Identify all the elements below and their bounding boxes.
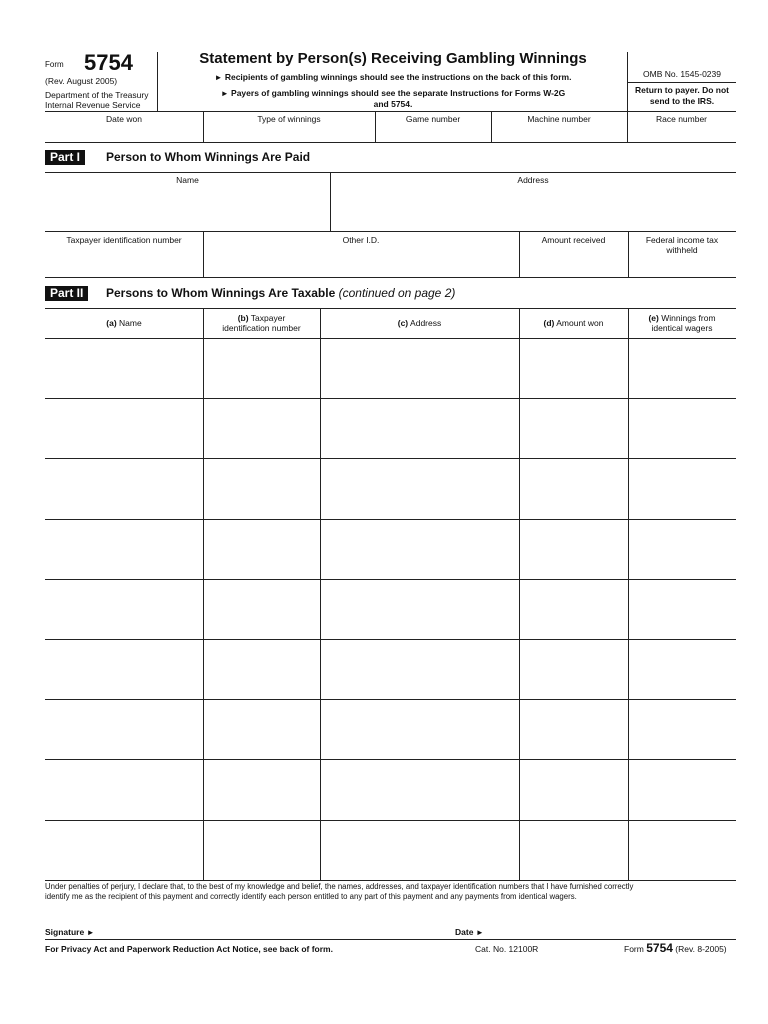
row-6-tin-field[interactable] bbox=[204, 640, 319, 698]
row-6-address-field[interactable] bbox=[321, 640, 518, 698]
row-6-name-field[interactable] bbox=[46, 640, 202, 698]
arrow-icon: ► bbox=[220, 89, 229, 98]
fed-tax-withheld-field[interactable] bbox=[629, 257, 735, 276]
form-revision: (Rev. August 2005) bbox=[45, 76, 118, 86]
name-label: Name bbox=[176, 175, 199, 185]
machine-number-label: Machine number bbox=[527, 114, 591, 124]
address-field[interactable] bbox=[331, 187, 735, 230]
row-5-amount-won-field[interactable] bbox=[520, 580, 627, 638]
signature-label: Signature ► bbox=[45, 927, 95, 937]
col-b-header: (b) Taxpayer identification number bbox=[222, 313, 301, 333]
date-won-field[interactable] bbox=[46, 126, 202, 141]
col-a-header: (a) Name bbox=[106, 318, 142, 328]
form-number: 5754 bbox=[84, 50, 133, 75]
row-1-identical-wagers-field[interactable] bbox=[629, 339, 735, 397]
row-7-amount-won-field[interactable] bbox=[520, 700, 627, 758]
form-title: Statement by Person(s) Receiving Gambling Winnings bbox=[199, 50, 587, 67]
row-1-address-field[interactable] bbox=[321, 339, 518, 397]
fed-tax-withheld-label: Federal income tax withheld bbox=[645, 235, 719, 255]
instruction-recipients: ► Recipients of gambling winnings should see the instructions on the back of this form. bbox=[214, 72, 572, 82]
catalog-number: Cat. No. 12100R bbox=[475, 944, 539, 954]
machine-number-field[interactable] bbox=[492, 126, 626, 141]
part-1-top-border bbox=[45, 172, 736, 173]
row-8-address-field[interactable] bbox=[321, 760, 518, 818]
top-row-top-border bbox=[45, 111, 736, 112]
row-2-name-field[interactable] bbox=[46, 399, 202, 457]
race-number-label: Race number bbox=[655, 114, 708, 124]
part-2-row-border bbox=[45, 880, 736, 881]
omb-separator bbox=[628, 82, 736, 83]
privacy-notice: For Privacy Act and Paperwork Reduction Act Notice, see back of form. bbox=[45, 944, 333, 954]
part-2-badge: Part II bbox=[45, 286, 88, 301]
perjury-statement: Under penalties of perjury, I declare that, to the best of my knowledge and belief, the names, addresses, and taxpayer identification numbers that I have furnished correctly identify me as the recipient of this payment and correctly identify each person entitled to any part of this payment and any payments from identical wagers. bbox=[45, 882, 634, 901]
row-8-amount-won-field[interactable] bbox=[520, 760, 627, 818]
row-4-address-field[interactable] bbox=[321, 520, 518, 578]
row-2-amount-won-field[interactable] bbox=[520, 399, 627, 457]
part-1-badge: Part I bbox=[45, 150, 85, 165]
row-1-name-field[interactable] bbox=[46, 339, 202, 397]
top-row-bottom-border bbox=[45, 142, 736, 143]
row-9-address-field[interactable] bbox=[321, 821, 518, 879]
tin-field[interactable] bbox=[46, 257, 202, 276]
return-to-payer: Return to payer. Do not send to the IRS. bbox=[635, 85, 729, 106]
row-7-address-field[interactable] bbox=[321, 700, 518, 758]
row-5-identical-wagers-field[interactable] bbox=[629, 580, 735, 638]
header-divider-left bbox=[157, 52, 158, 112]
arrow-icon: ► bbox=[214, 73, 223, 82]
row-2-identical-wagers-field[interactable] bbox=[629, 399, 735, 457]
col-c-header: (c) Address bbox=[397, 318, 442, 328]
row-8-tin-field[interactable] bbox=[204, 760, 319, 818]
col-e-header: (e) Winnings from identical wagers bbox=[648, 313, 716, 333]
row-2-tin-field[interactable] bbox=[204, 399, 319, 457]
part-1-bottom-border bbox=[45, 277, 736, 278]
part-2-top-border bbox=[45, 308, 736, 309]
row-6-identical-wagers-field[interactable] bbox=[629, 640, 735, 698]
arrow-icon: ► bbox=[86, 928, 95, 937]
arrow-icon: ► bbox=[475, 928, 484, 937]
part-1-mid-border bbox=[45, 231, 736, 232]
row-9-identical-wagers-field[interactable] bbox=[629, 821, 735, 879]
row-3-identical-wagers-field[interactable] bbox=[629, 459, 735, 517]
row-1-amount-won-field[interactable] bbox=[520, 339, 627, 397]
row-3-address-field[interactable] bbox=[321, 459, 518, 517]
row-4-identical-wagers-field[interactable] bbox=[629, 520, 735, 578]
col-d-header: (d) Amount won bbox=[543, 318, 604, 328]
row-9-amount-won-field[interactable] bbox=[520, 821, 627, 879]
row-5-tin-field[interactable] bbox=[204, 580, 319, 638]
row-2-address-field[interactable] bbox=[321, 399, 518, 457]
row-3-name-field[interactable] bbox=[46, 459, 202, 517]
service: Internal Revenue Service bbox=[45, 100, 141, 110]
footer-form-id: Form 5754 (Rev. 8-2005) bbox=[624, 941, 727, 955]
form-word: Form bbox=[45, 60, 64, 69]
part-1-title: Person to Whom Winnings Are Paid bbox=[106, 150, 311, 164]
row-7-name-field[interactable] bbox=[46, 700, 202, 758]
row-4-name-field[interactable] bbox=[46, 520, 202, 578]
omb-number: OMB No. 1545-0239 bbox=[643, 69, 721, 79]
amount-received-label: Amount received bbox=[541, 235, 606, 245]
other-id-label: Other I.D. bbox=[342, 235, 380, 245]
row-8-identical-wagers-field[interactable] bbox=[629, 760, 735, 818]
row-7-tin-field[interactable] bbox=[204, 700, 319, 758]
row-4-tin-field[interactable] bbox=[204, 520, 319, 578]
type-of-winnings-label: Type of winnings bbox=[257, 114, 321, 124]
row-1-tin-field[interactable] bbox=[204, 339, 319, 397]
signature-field[interactable] bbox=[102, 922, 447, 938]
game-number-label: Game number bbox=[405, 114, 461, 124]
date-won-label: Date won bbox=[106, 114, 142, 124]
row-8-name-field[interactable] bbox=[46, 760, 202, 818]
department: Department of the Treasury bbox=[45, 90, 149, 100]
row-9-tin-field[interactable] bbox=[204, 821, 319, 879]
row-5-name-field[interactable] bbox=[46, 580, 202, 638]
amount-received-field[interactable] bbox=[520, 257, 627, 276]
game-number-field[interactable] bbox=[376, 126, 490, 141]
row-7-identical-wagers-field[interactable] bbox=[629, 700, 735, 758]
type-of-winnings-field[interactable] bbox=[204, 126, 374, 141]
name-field[interactable] bbox=[46, 187, 329, 230]
row-5-address-field[interactable] bbox=[321, 580, 518, 638]
tin-label: Taxpayer identification number bbox=[66, 235, 182, 245]
date-field[interactable] bbox=[490, 922, 736, 938]
part-2-title: Persons to Whom Winnings Are Taxable (continued on page 2) bbox=[106, 286, 456, 300]
signature-line bbox=[45, 939, 736, 940]
row-4-amount-won-field[interactable] bbox=[520, 520, 627, 578]
row-9-name-field[interactable] bbox=[46, 821, 202, 879]
row-3-tin-field[interactable] bbox=[204, 459, 319, 517]
race-number-field[interactable] bbox=[628, 126, 735, 141]
row-3-amount-won-field[interactable] bbox=[520, 459, 627, 517]
form-header bbox=[0, 0, 768, 112]
other-id-field[interactable] bbox=[204, 257, 518, 276]
address-label: Address bbox=[517, 175, 549, 185]
row-6-amount-won-field[interactable] bbox=[520, 640, 627, 698]
date-label: Date ► bbox=[455, 927, 484, 937]
instruction-payers: ► Payers of gambling winnings should see the separate Instructions for Forms W-2G and 5754. bbox=[220, 88, 566, 109]
